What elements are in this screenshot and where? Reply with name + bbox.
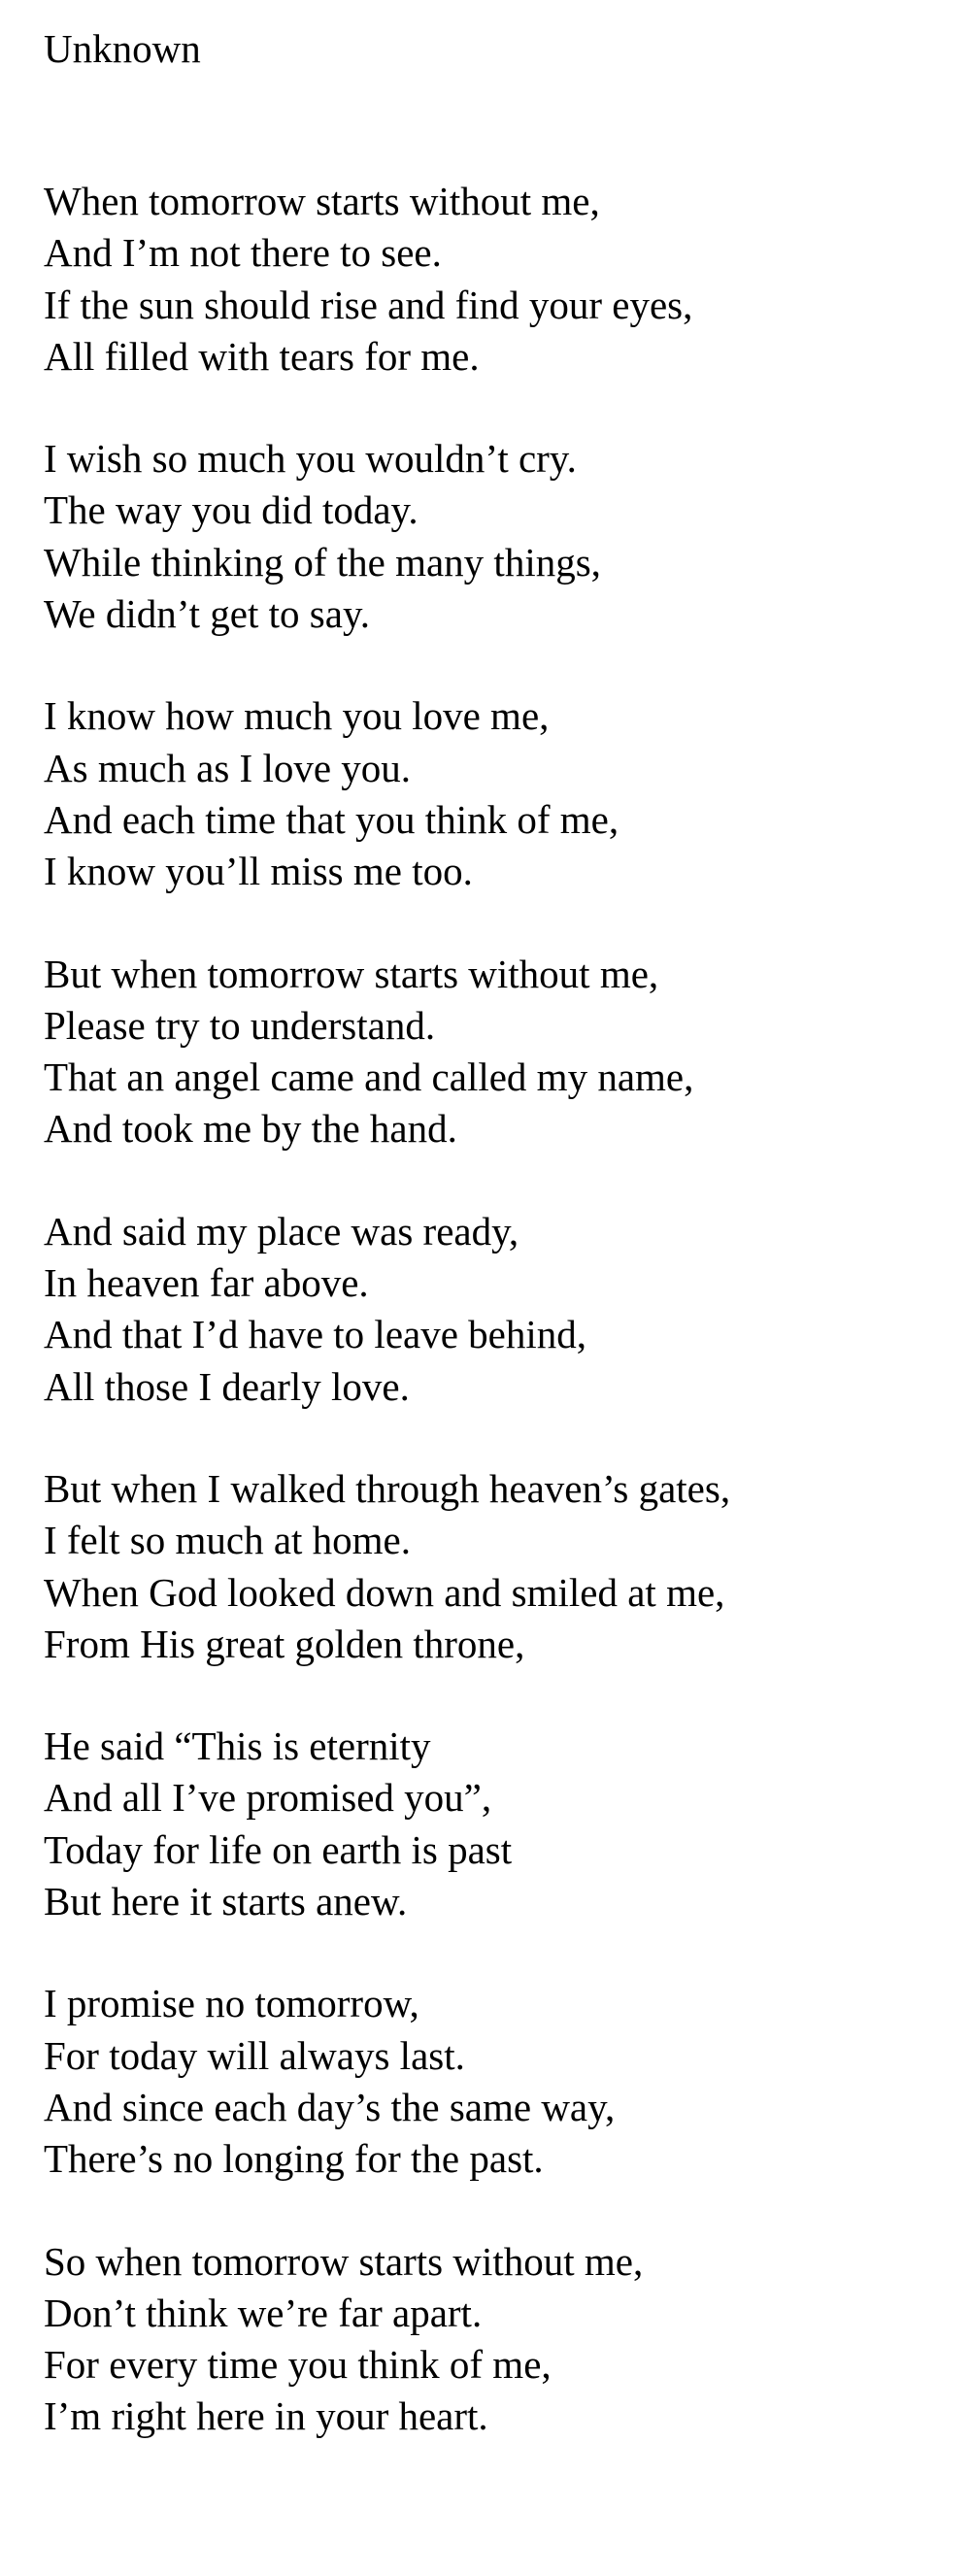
- poem-line: For every time you think of me,: [44, 2342, 552, 2388]
- stanza-6: [44, 1463, 947, 1670]
- poem-line: Please try to understand.: [44, 1002, 436, 1048]
- poem-line: And took me by the hand.: [44, 1106, 457, 1152]
- poem-line: We didn’t get to say.: [44, 591, 371, 637]
- poem-line: For today will always last.: [44, 2032, 465, 2078]
- poem-line: I know you’ll miss me too.: [44, 849, 473, 894]
- poem-line: And said my place was ready,: [44, 1208, 519, 1254]
- stanza-1: [44, 176, 947, 383]
- poem-line: I know how much you love me,: [44, 693, 550, 739]
- poem-line: There’s no longing for the past.: [44, 2136, 544, 2182]
- stanza-5: [44, 1206, 947, 1413]
- stanza-9: [44, 2236, 947, 2443]
- poem-line: While thinking of the many things,: [44, 539, 601, 585]
- poem-line: From His great golden throne,: [44, 1621, 525, 1666]
- stanza-2: [44, 433, 947, 640]
- poem-line: In heaven far above.: [44, 1260, 369, 1306]
- poem-line: As much as I love you.: [44, 745, 412, 790]
- poem-line: And each time that you think of me,: [44, 796, 619, 842]
- poem-line: And all I’ve promised you”,: [44, 1775, 492, 1821]
- poem-line: Today for life on earth is past: [44, 1826, 513, 1872]
- poem-line: I wish so much you wouldn’t cry.: [44, 436, 577, 482]
- stanza-4: [44, 949, 947, 1155]
- poem-line: So when tomorrow starts without me,: [44, 2238, 644, 2284]
- poem-line: He said “This is eternity: [44, 1723, 431, 1769]
- poem-line: I’m right here in your heart.: [44, 2393, 488, 2439]
- poem-line: But here it starts anew.: [44, 1879, 408, 1924]
- poem-line: That an angel came and called my name,: [44, 1054, 694, 1100]
- poem-line: When tomorrow starts without me,: [44, 179, 600, 223]
- poem-line: But when I walked through heaven’s gates,: [44, 1465, 731, 1511]
- poem-author: Unknown: [44, 26, 201, 71]
- poem-line: And that I’d have to leave behind,: [44, 1312, 587, 1357]
- poem-body: [44, 176, 947, 2493]
- stanza-3: [44, 690, 947, 897]
- poem-line: The way you did today.: [44, 487, 419, 533]
- stanza-7: [44, 1721, 947, 1927]
- poem-line: I felt so much at home.: [44, 1518, 412, 1563]
- poem-line: When God looked down and smiled at me,: [44, 1569, 725, 1615]
- poem-line: And since each day’s the same way,: [44, 2084, 616, 2129]
- poem-line: Don’t think we’re far apart.: [44, 2290, 483, 2335]
- poem-line: And I’m not there to see.: [44, 230, 442, 276]
- poem-line: But when tomorrow starts without me,: [44, 951, 659, 996]
- poem-line: I promise no tomorrow,: [44, 1981, 419, 2026]
- poem-line: All filled with tears for me.: [44, 333, 480, 379]
- poem-line: If the sun should rise and find your eyes,: [44, 282, 693, 327]
- poem-line: All those I dearly love.: [44, 1363, 410, 1409]
- stanza-8: [44, 1978, 947, 2185]
